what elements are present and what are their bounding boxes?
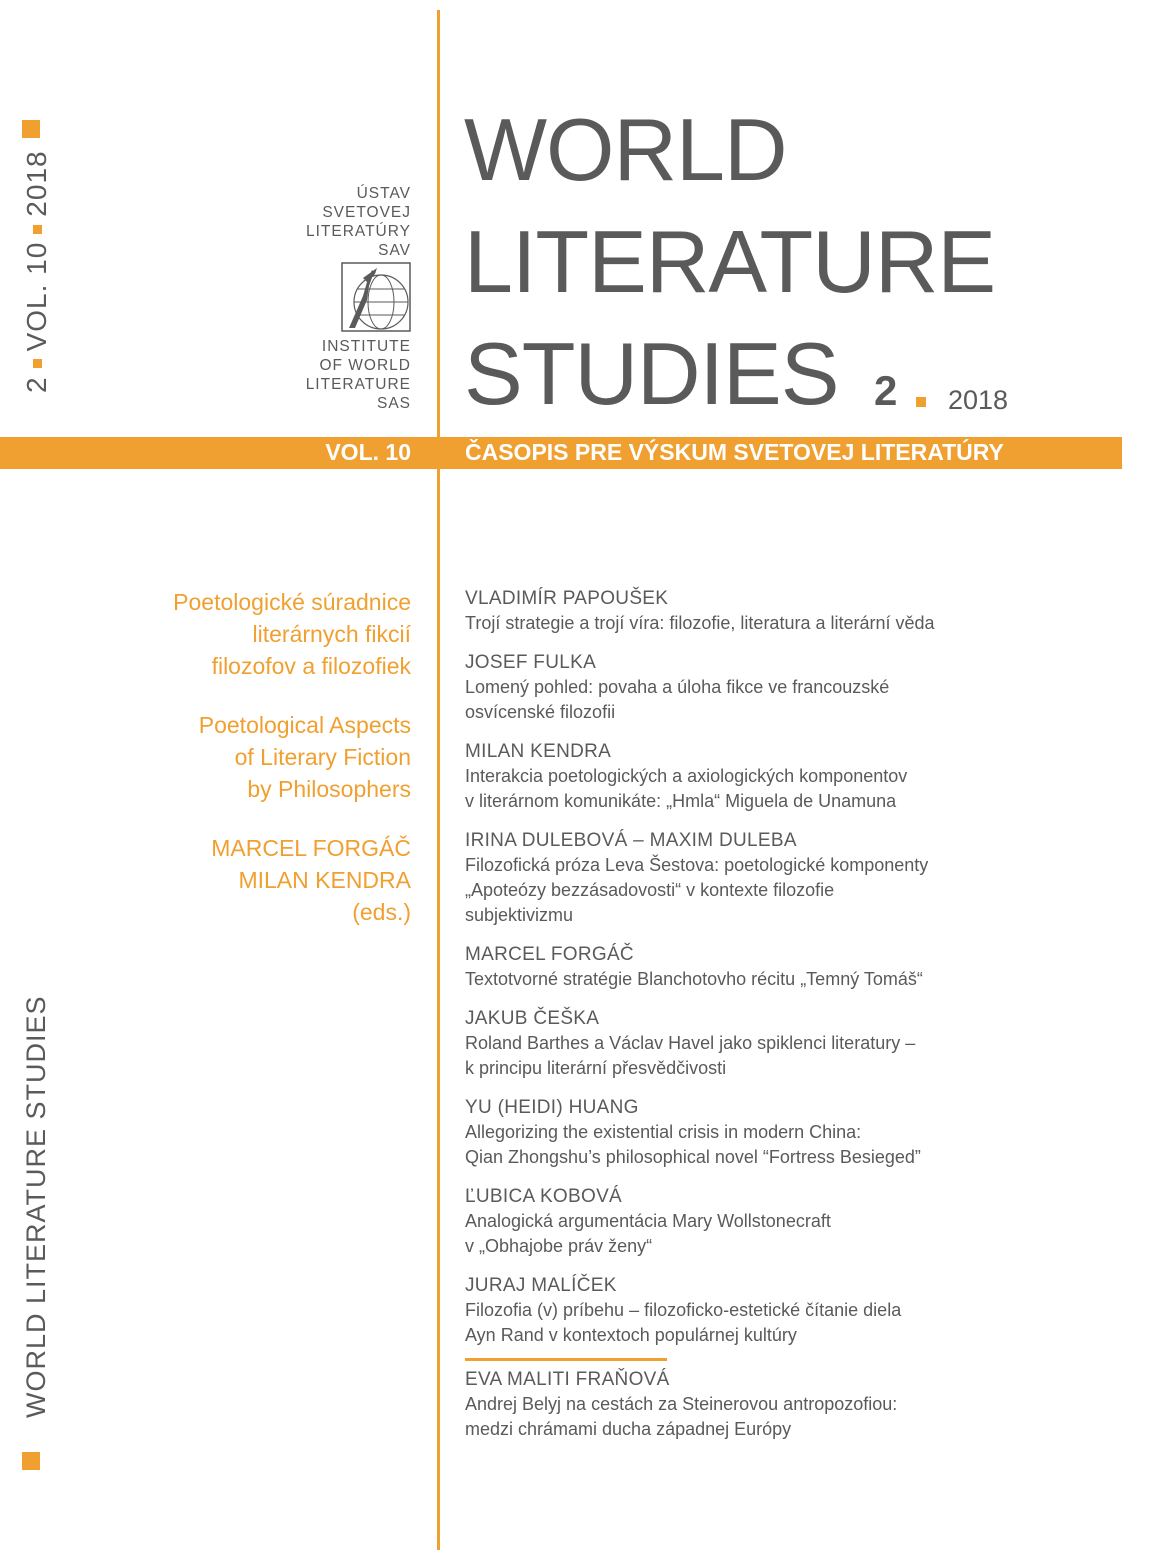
theme-line: literárnych fikcií [252,621,411,647]
bar-volume: VOL. 10 [325,439,411,465]
toc-title: Allegorizing the existential crisis in modern China: [465,1122,862,1142]
bar-subtitle: ČASOPIS PRE VÝSKUM SVETOVEJ LITERATÚRY [465,439,1004,465]
toc-author: IRINA DULEBOVÁ – MAXIM DULEBA [465,830,797,851]
toc-title: osvícenské filozofii [465,702,616,722]
theme-line: filozofov a filozofiek [211,653,411,679]
spine-dot [33,225,42,234]
institute-line: OF WORLD [319,357,411,374]
toc-title: Filozofická próza Leva Šestova: poetologické komponenty [465,855,929,875]
toc-entry [465,1273,1105,1348]
toc-title: medzi chrámami ducha západnej Európy [465,1419,792,1439]
theme-line: Poetological Aspects [198,712,411,738]
toc-author: MILAN KENDRA [465,741,612,762]
issue-year: 2018 [948,385,1009,415]
spine-volume: VOL. 10 [21,241,52,352]
toc-title: Analogická argumentácia Mary Wollstonecraft [465,1211,831,1231]
toc-title: subjektivizmu [465,905,574,925]
toc-title: Textotvorné stratégie Blanchotovho récitu „Temný Tomáš“ [465,969,923,989]
toc-author: EVA MALITI FRAŇOVÁ [465,1369,670,1390]
toc-entry [465,1367,1105,1442]
institute-line: SAS [376,395,411,412]
institute-name-en [306,337,411,413]
toc-title: Qian Zhongshu’s philosophical novel “Fortress Besieged” [465,1147,921,1167]
theme-editors [211,832,411,928]
toc-entry [465,942,1105,992]
theme-line: of Literary Fiction [234,744,411,770]
spine-marker-bottom [22,1452,40,1470]
institute-line: SVETOVEJ [322,204,411,221]
editors-note: (eds.) [352,899,411,925]
toc-title: k principu literární přesvědčivosti [465,1058,727,1078]
theme-title-sk [173,586,411,682]
toc-separator [465,1358,667,1361]
toc-title: Interakcia poetologických a axiologických komponentov [465,766,908,786]
toc-entry [465,739,1105,814]
toc-author: YU (HEIDI) HUANG [465,1097,639,1118]
toc-title: Roland Barthes a Václav Havel jako spiklenci literatury – [465,1033,916,1053]
toc-title: Lomený pohled: povaha a úloha fikce ve francouzské [465,677,890,697]
theme-title-en [199,709,411,805]
toc-entry [465,586,1105,636]
institute-logo-icon [341,262,411,332]
toc-title: Trojí strategie a trojí víra: filozofie, literatura a literární věda [465,613,935,633]
spine-marker-top [22,120,40,138]
toc-entry [465,650,1105,725]
toc-title: Ayn Rand v kontextoch populárnej kultúry [465,1325,797,1345]
title-line-world: WORLD [464,100,787,199]
toc-entry [465,1006,1105,1081]
institute-line: ÚSTAV [356,185,411,202]
toc-author: JAKUB ČEŠKA [465,1008,600,1029]
theme-line: Poetologické súradnice [173,589,411,615]
theme-line: by Philosophers [247,776,411,802]
spine-issue: 2 [21,376,52,393]
institute-line: LITERATURE [305,376,411,393]
toc-title: v „Obhajobe práv ženy“ [465,1236,653,1256]
editor-name: MILAN KENDRA [238,867,411,893]
toc-author: ĽUBICA KOBOVÁ [465,1186,623,1207]
toc-author: JOSEF FULKA [465,652,597,673]
toc-author: MARCEL FORGÁČ [465,944,634,965]
toc-entry [465,1184,1105,1259]
institute-name-sk [306,184,411,260]
title-line-literature: LITERATURE [464,212,996,311]
issue-dot [916,397,926,407]
toc-title: v literárnom komunikáte: „Hmla“ Miguela de Unamuna [465,791,897,811]
spine-dot [33,359,42,368]
spine-journal-title: WORLD LITERATURE STUDIES [21,995,51,1418]
toc-author: JURAJ MALÍČEK [465,1275,617,1296]
editor-name: MARCEL FORGÁČ [211,835,411,861]
spine-issue-info [21,150,53,393]
spine-year: 2018 [21,150,52,217]
toc-title: Filozofia (v) príbehu – filozoficko-estetické čítanie diela [465,1300,902,1320]
toc-title: „Apoteózy bezzásadovosti“ v kontexte filozofie [465,880,835,900]
toc-author: VLADIMÍR PAPOUŠEK [465,588,669,609]
institute-line: LITERATÚRY [305,223,411,240]
toc-title: Andrej Belyj na cestách za Steinerovou antropozofiou: [465,1394,898,1414]
title-line-studies: STUDIES [464,324,839,423]
table-of-contents [465,586,1105,1456]
toc-entry [465,1095,1105,1170]
institute-line: INSTITUTE [321,338,411,355]
vertical-rule [437,10,440,1550]
institute-line: SAV [378,242,411,259]
issue-number: 2 [874,367,898,414]
toc-entry [465,828,1105,928]
